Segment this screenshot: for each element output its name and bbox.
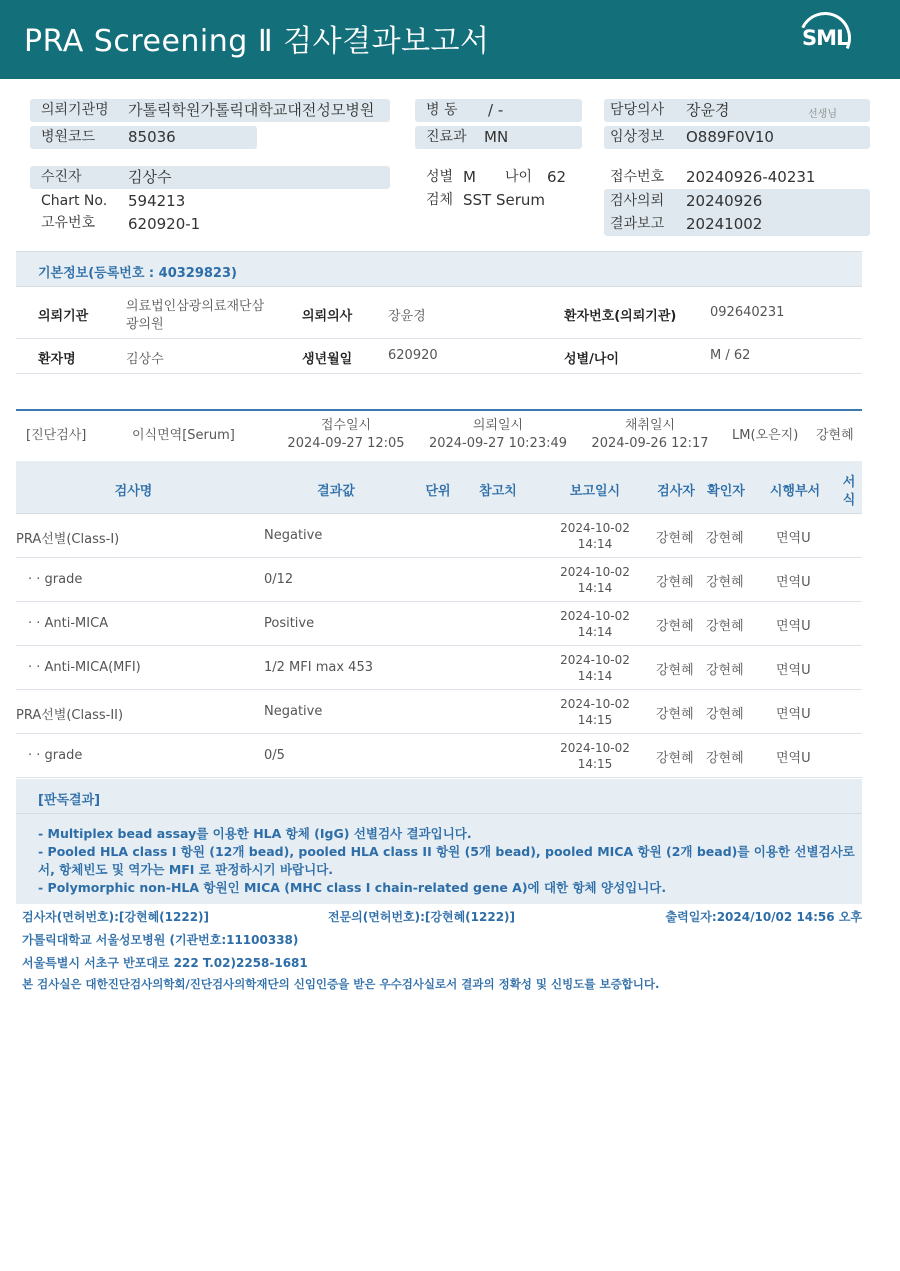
- dept-label: 진료과: [426, 129, 467, 145]
- doctor-label: 담당의사: [610, 102, 665, 118]
- department-name: 면역U: [776, 663, 811, 678]
- test-name: · · grade: [28, 748, 83, 763]
- basic-info-heading: 기본정보(등록번호 : 40329823): [38, 266, 237, 281]
- report-title: PRA Screening Ⅱ 검사결과보고서: [24, 24, 490, 59]
- chart-value: 594213: [128, 192, 186, 210]
- test-request-value: 20240926: [686, 192, 763, 210]
- test-name: PRA선별(Class-II): [16, 708, 124, 723]
- result-report-label: 결과보고: [610, 216, 665, 232]
- chart-label: Chart No.: [41, 193, 108, 209]
- footer-address: 서울특별시 서초구 반포대로 222 T.02)2258-1681: [22, 956, 308, 970]
- ward-label: 병 동: [426, 102, 458, 118]
- patient-value: 김상수: [128, 168, 172, 186]
- interpretation-line: 서, 항체빈도 및 역가는 MFI 로 판정하시기 바랍니다.: [38, 862, 334, 877]
- patient-name-value: 김상수: [126, 352, 164, 367]
- received-label: 접수일시: [320, 418, 372, 433]
- result-value: 1/2 MFI max 453: [264, 660, 373, 675]
- test-request-label: 검사의뢰: [610, 193, 665, 209]
- col-reference: 참고치: [479, 484, 517, 499]
- col-unit: 단위: [425, 484, 451, 499]
- department-name: 면역U: [776, 707, 811, 722]
- confirmer-name: 강현혜: [706, 531, 744, 546]
- requested-label: 의뢰일시: [472, 418, 524, 433]
- report-time: 14:14: [577, 581, 613, 595]
- sex-age-value: M / 62: [710, 348, 751, 363]
- diagnosis-test: 이식면역[Serum]: [132, 428, 235, 443]
- table-row: [16, 514, 862, 558]
- interpretation-line: - Pooled HLA class I 항원 (12개 bead), pooled HLA class II 항원 (5개 bead), pooled MICA 항원 (2개 bead)를 이용한 선별검사로: [38, 844, 855, 859]
- report-datetime: [558, 652, 632, 684]
- test-name: · · Anti-MICA(MFI): [28, 660, 141, 675]
- report-date: 2024-10-02: [560, 609, 630, 623]
- age-label: 나이: [505, 169, 533, 185]
- result-report-value: 20241002: [686, 215, 763, 233]
- col-confirmer: 확인자: [707, 484, 745, 499]
- test-name: · · Anti-MICA: [28, 616, 109, 631]
- results-table-header: [16, 461, 862, 514]
- confirmer-name: 강현혜: [706, 663, 744, 678]
- referring-doctor-key: 의뢰의사: [302, 309, 353, 324]
- unique-label: 고유번호: [41, 215, 96, 231]
- col-tester: 검사자: [657, 484, 695, 499]
- sex-value: M: [463, 168, 476, 186]
- patient-number-value: 092640231: [710, 305, 785, 320]
- report-time: 14:14: [577, 625, 613, 639]
- tester-name: 강현혜: [656, 663, 694, 678]
- referring-institution-value-2: 광의원: [126, 317, 164, 332]
- diagnosis-category: [진단검사]: [26, 428, 87, 443]
- specimen-label: 검체: [426, 192, 454, 208]
- interpretation-line: - Polymorphic non-HLA 항원인 MICA (MHC class I chain-related gene A)에 대한 항체 양성입니다.: [38, 880, 667, 895]
- col-form-2: 식: [842, 493, 856, 508]
- confirmer-name: 강현혜: [706, 619, 744, 634]
- footer-organization: 가톨릭대학교 서울성모병원 (기관번호:11100338): [22, 933, 299, 947]
- doctor-value: 장윤경: [686, 101, 730, 119]
- patient-box: [30, 166, 390, 189]
- basic-info-row-2: [16, 339, 862, 374]
- sex-label: 성별: [426, 169, 454, 185]
- birthdate-value: 620920: [388, 348, 438, 363]
- result-value: 0/12: [264, 572, 294, 587]
- receipt-label: 접수번호: [610, 169, 665, 185]
- footer-certification: 본 검사실은 대한진단검사의학회/진단검사의학재단의 신임인증을 받은 우수검사실로서 결과의 정확성 및 신빙도를 보증합니다.: [22, 977, 660, 991]
- receipt-value: 20240926-40231: [686, 168, 816, 186]
- patient-number-key: 환자번호(의뢰기관): [564, 309, 677, 324]
- report-date: 2024-10-02: [560, 565, 630, 579]
- tester-name: 강현혜: [656, 707, 694, 722]
- department-name: 면역U: [776, 619, 811, 634]
- referring-institution-key: 의뢰기관: [38, 309, 89, 324]
- result-value: Positive: [264, 616, 315, 631]
- result-value: Negative: [264, 704, 323, 719]
- report-date: 2024-10-02: [560, 741, 630, 755]
- table-row: [16, 734, 862, 778]
- report-time: 14:14: [577, 669, 613, 683]
- lm-name: LM(오은지): [732, 428, 799, 443]
- interpretation-line: - Multiplex bead assay를 이용한 HLA 항체 (IgG) 선별검사 결과입니다.: [38, 826, 472, 841]
- footer-tester: 검사자(면허번호):[강현혜(1222)]: [22, 910, 210, 924]
- tester-name: 강현혜: [656, 531, 694, 546]
- requested-value: 2024-09-27 10:23:49: [428, 436, 568, 451]
- report-header: [0, 0, 900, 79]
- specimen-value: SST Serum: [463, 191, 546, 209]
- report-time: 14:15: [577, 713, 613, 727]
- confirmer-name: 강현혜: [706, 707, 744, 722]
- result-value: 0/5: [264, 748, 285, 763]
- report-time: 14:15: [577, 757, 613, 771]
- report-datetime: [558, 520, 632, 552]
- report-datetime: [558, 740, 632, 772]
- referring-institution-value-1: 의료법인삼광의료재단삼: [126, 299, 265, 314]
- doctor-suffix: 선생님: [808, 109, 837, 120]
- report-date: 2024-10-02: [560, 697, 630, 711]
- sex-age-key: 성별/나이: [564, 352, 619, 367]
- tester-name: 강현혜: [656, 751, 694, 766]
- report-datetime: [558, 696, 632, 728]
- department-name: 면역U: [776, 751, 811, 766]
- unique-value: 620920-1: [128, 215, 201, 233]
- institution-label: 의뢰기관명: [41, 102, 109, 118]
- tester-name: 강현혜: [656, 575, 694, 590]
- table-row: [16, 646, 862, 690]
- hospital-code-label: 병원코드: [41, 129, 96, 145]
- basic-info-row-1: [16, 287, 862, 339]
- col-department: 시행부서: [769, 484, 821, 499]
- referring-doctor-value: 장윤경: [388, 309, 426, 324]
- table-row: [16, 602, 862, 646]
- result-value: Negative: [264, 528, 323, 543]
- staff-name: 강현혜: [816, 428, 854, 443]
- table-row: [16, 558, 862, 602]
- confirmer-name: 강현혜: [706, 575, 744, 590]
- tester-name: 강현혜: [656, 619, 694, 634]
- test-name: PRA선별(Class-I): [16, 532, 120, 547]
- interpretation-body: [16, 814, 862, 904]
- report-date: 2024-10-02: [560, 653, 630, 667]
- collected-value: 2024-09-26 12:17: [591, 436, 709, 451]
- patient-name-key: 환자명: [38, 352, 76, 367]
- department-name: 면역U: [776, 531, 811, 546]
- report-time: 14:14: [577, 537, 613, 551]
- sml-logo: [797, 12, 855, 66]
- patient-label: 수진자: [41, 169, 82, 185]
- report-date: 2024-10-02: [560, 521, 630, 535]
- institution-value: 가톨릭학원가톨릭대학교대전성모병원: [128, 101, 375, 119]
- collected-label: 채취일시: [624, 418, 676, 433]
- age-value: 62: [547, 168, 567, 186]
- basic-info-heading-bar: [16, 251, 862, 287]
- interpretation-heading-bar: [16, 779, 862, 814]
- table-row: [16, 690, 862, 734]
- clinical-value: O889F0V10: [686, 128, 774, 146]
- col-report-time: 보고일시: [569, 484, 621, 499]
- col-form-1: 서: [842, 475, 856, 490]
- col-result: 결과값: [317, 484, 355, 499]
- dept-value: MN: [484, 128, 509, 146]
- col-test-name: 검사명: [114, 484, 153, 499]
- interpretation-heading: [판독결과]: [38, 793, 101, 808]
- clinical-label: 임상정보: [610, 129, 665, 145]
- received-value: 2024-09-27 12:05: [287, 436, 405, 451]
- department-name: 면역U: [776, 575, 811, 590]
- test-name: · · grade: [28, 572, 83, 587]
- footer-printed-date: 출력일자:2024/10/02 14:56 오후: [665, 910, 862, 924]
- report-datetime: [558, 608, 632, 640]
- ward-value: / -: [488, 101, 504, 119]
- footer-specialist: 전문의(면허번호):[강현혜(1222)]: [328, 910, 516, 924]
- diagnosis-info-row: [16, 409, 862, 461]
- logo-text: SML: [802, 26, 849, 50]
- hospital-code-value: 85036: [128, 128, 176, 146]
- confirmer-name: 강현혜: [706, 751, 744, 766]
- birthdate-key: 생년월일: [302, 352, 353, 367]
- report-datetime: [558, 564, 632, 596]
